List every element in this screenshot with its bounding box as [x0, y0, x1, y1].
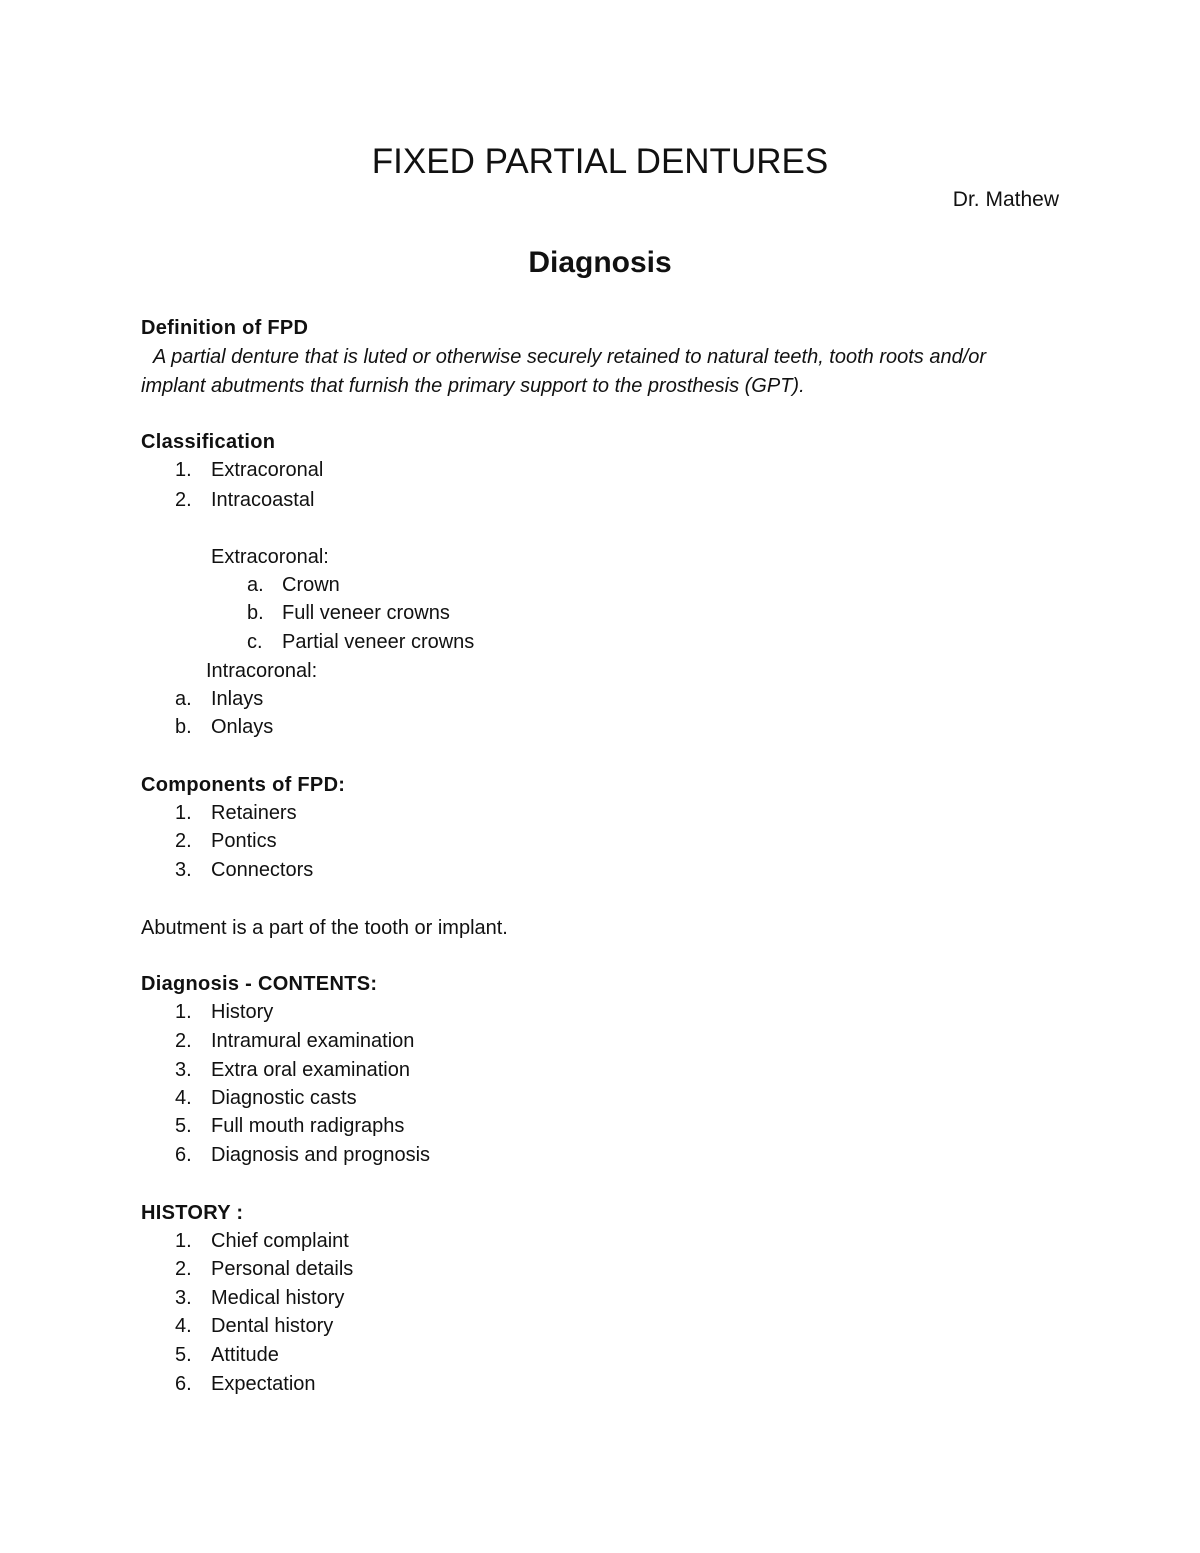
list-item: History [211, 1001, 274, 1023]
list-item: Onlays [211, 716, 274, 738]
components-heading: Components of FPD: [141, 774, 346, 796]
list-marker: b. [247, 602, 264, 624]
list-item: Intracoastal [211, 489, 315, 511]
list-item: Dental history [211, 1315, 334, 1337]
contents-heading: Diagnosis - CONTENTS: [141, 973, 378, 995]
list-item: Attitude [211, 1344, 279, 1366]
list-item: Expectation [211, 1373, 316, 1395]
list-marker: 3. [175, 859, 192, 881]
list-marker: 4. [175, 1087, 192, 1109]
list-marker: c. [247, 631, 263, 653]
list-marker: 1. [175, 1001, 192, 1023]
list-item: Inlays [211, 688, 264, 710]
list-marker: 2. [175, 489, 192, 511]
list-marker: 4. [175, 1315, 192, 1337]
document-title: FIXED PARTIAL DENTURES [371, 142, 829, 181]
list-marker: 5. [175, 1115, 192, 1137]
list-item: Medical history [211, 1287, 345, 1309]
list-item: Crown [282, 574, 340, 596]
list-item: Partial veneer crowns [282, 631, 475, 653]
extracoronal-label: Extracoronal: [211, 546, 329, 568]
list-item: Pontics [211, 830, 277, 852]
list-marker: 1. [175, 1230, 192, 1252]
author-name: Dr. Mathew [952, 188, 1059, 211]
list-marker: 2. [175, 1258, 192, 1280]
list-item: Intramural examination [211, 1030, 415, 1052]
intracoronal-label: Intracoronal: [206, 660, 318, 682]
list-marker: 2. [175, 1030, 192, 1052]
definition-text-line-1: A partial denture that is luted or otherwise securely retained to natural teeth, tooth roots and/or [153, 346, 987, 368]
classification-heading: Classification [141, 431, 276, 453]
definition-text-line-2: implant abutments that furnish the primary support to the prosthesis (GPT). [141, 375, 805, 397]
list-marker: 1. [175, 802, 192, 824]
list-item: Personal details [211, 1258, 354, 1280]
list-marker: a. [247, 574, 264, 596]
list-item: Connectors [211, 859, 314, 881]
list-marker: 1. [175, 459, 192, 481]
list-item: Retainers [211, 802, 297, 824]
list-marker: 6. [175, 1373, 192, 1395]
list-item: Full mouth radigraphs [211, 1115, 405, 1137]
list-marker: a. [175, 688, 192, 710]
list-item: Chief complaint [211, 1230, 349, 1252]
list-marker: 5. [175, 1344, 192, 1366]
history-heading: HISTORY : [141, 1202, 244, 1224]
list-marker: 6. [175, 1144, 192, 1166]
list-marker: 3. [175, 1059, 192, 1081]
list-marker: 2. [175, 830, 192, 852]
list-item: Diagnostic casts [211, 1087, 357, 1109]
list-marker: 3. [175, 1287, 192, 1309]
list-item: Extra oral examination [211, 1059, 410, 1081]
list-item: Full veneer crowns [282, 602, 450, 624]
section-title: Diagnosis [528, 246, 672, 279]
list-marker: b. [175, 716, 192, 738]
list-item: Diagnosis and prognosis [211, 1144, 431, 1166]
abutment-note: Abutment is a part of the tooth or implant. [141, 917, 508, 939]
definition-heading: Definition of FPD [141, 317, 309, 339]
list-item: Extracoronal [211, 459, 324, 481]
